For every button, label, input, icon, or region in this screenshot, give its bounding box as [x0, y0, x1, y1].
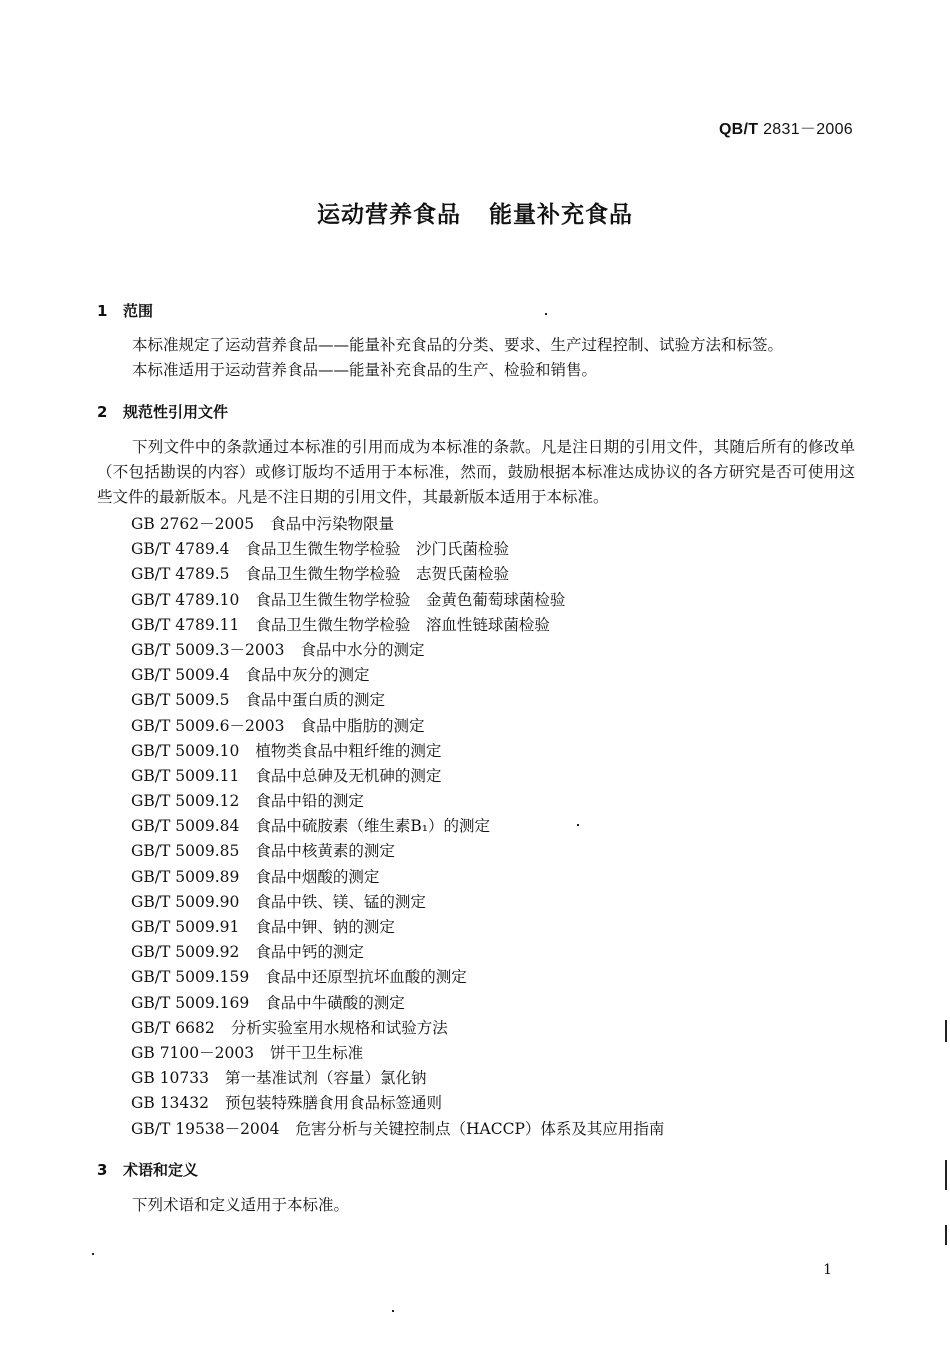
scan-edge-mark — [945, 1160, 947, 1190]
section-title: 范围 — [123, 302, 154, 320]
reference-code: GB/T 5009.6－2003 — [131, 716, 285, 735]
section-number: 2 — [97, 403, 108, 421]
reference-title: 食品中钾、钠的测定 — [255, 918, 395, 936]
reference-code: GB/T 5009.89 — [131, 867, 240, 886]
reference-item — [131, 562, 664, 587]
scan-edge-mark — [945, 1020, 947, 1042]
reference-item — [131, 512, 664, 537]
reference-item — [131, 890, 664, 915]
section-heading-references — [97, 401, 228, 422]
reference-code: GB 2762－2005 — [131, 515, 255, 533]
reference-title: 预包装特殊膳食用食品标签通则 — [225, 1094, 443, 1113]
reference-code: GB/T 5009.4 — [131, 666, 230, 685]
reference-code: GB/T 5009.84 — [131, 817, 240, 836]
reference-code: GB/T 5009.3－2003 — [131, 640, 285, 659]
reference-code: GB 13432 — [131, 1094, 210, 1113]
reference-code: GB/T 5009.12 — [131, 792, 240, 811]
reference-title: 食品卫生微生物学检验 沙门氏菌检验 — [245, 540, 510, 559]
standard-number — [719, 116, 853, 139]
reference-title: 食品中总砷及无机砷的测定 — [255, 766, 442, 785]
reference-item — [131, 789, 664, 814]
section-title: 术语和定义 — [123, 1161, 199, 1179]
reference-title: 食品中铅的测定 — [255, 792, 364, 811]
standard-code: 2831－2006 — [763, 121, 853, 138]
reference-code: GB 7100－2003 — [131, 1043, 255, 1062]
scan-speck — [392, 1310, 394, 1312]
document-title — [0, 196, 950, 229]
reference-code: GB/T 4789.11 — [131, 615, 240, 634]
reference-title: 食品中钙的测定 — [255, 943, 364, 962]
reference-code: GB/T 4789.4 — [131, 540, 230, 559]
terms-intro-paragraph: 下列术语和定义适用于本标准。 — [132, 1196, 350, 1214]
reference-item — [131, 537, 664, 562]
reference-title: 分析实验室用水规格和试验方法 — [230, 1018, 448, 1037]
reference-item — [131, 1041, 664, 1066]
reference-title: 危害分析与关键控制点（HACCP）体系及其应用指南 — [295, 1119, 665, 1138]
reference-item — [131, 663, 664, 688]
reference-title: 饼干卫生标准 — [270, 1043, 364, 1062]
scope-paragraph-1: 本标准规定了运动营养食品——能量补充食品的分类、要求、生产过程控制、试验方法和标签。 — [132, 336, 784, 354]
reference-title: 食品中污染物限量 — [270, 515, 395, 533]
reference-code: GB/T 5009.91 — [131, 918, 240, 936]
reference-title: 食品中还原型抗坏血酸的测定 — [265, 968, 467, 987]
page-number: 1 — [823, 1262, 832, 1278]
scope-paragraph-2: 本标准适用于运动营养食品——能量补充食品的生产、检验和销售。 — [132, 361, 598, 379]
reference-list — [131, 512, 664, 1142]
section-number: 1 — [97, 302, 108, 320]
reference-title: 食品中灰分的测定 — [245, 666, 370, 685]
scan-speck — [545, 313, 547, 315]
reference-code: GB/T 6682 — [131, 1018, 215, 1037]
reference-code: GB/T 5009.5 — [131, 691, 230, 710]
title-part-1: 运动营养食品 — [317, 202, 461, 228]
reference-title: 食品中铁、镁、锰的测定 — [255, 892, 426, 911]
reference-item — [131, 739, 664, 764]
reference-code: GB/T 5009.92 — [131, 943, 240, 962]
reference-title: 食品中脂肪的测定 — [300, 716, 425, 735]
reference-title: 食品中水分的测定 — [300, 640, 425, 659]
reference-code: GB/T 5009.169 — [131, 993, 250, 1012]
reference-code: GB/T 5009.90 — [131, 892, 240, 911]
title-part-2: 能量补充食品 — [489, 202, 633, 228]
reference-item — [131, 965, 664, 990]
reference-code: GB/T 5009.10 — [131, 741, 240, 760]
reference-title: 食品中硫胺素（维生素B₁）的测定 — [255, 817, 490, 836]
scan-speck — [577, 824, 579, 826]
section-heading-scope — [97, 300, 153, 321]
reference-item — [131, 764, 664, 789]
reference-item — [131, 1016, 664, 1041]
reference-code: GB/T 19538－2004 — [131, 1119, 280, 1138]
reference-item — [131, 688, 664, 713]
reference-code: GB/T 5009.159 — [131, 968, 250, 987]
reference-item — [131, 613, 664, 638]
reference-title: 食品中蛋白质的测定 — [245, 691, 386, 710]
reference-item — [131, 1066, 664, 1091]
section-title: 规范性引用文件 — [123, 403, 229, 421]
scan-speck — [92, 1253, 94, 1255]
reference-title: 植物类食品中粗纤维的测定 — [255, 741, 442, 760]
reference-item — [131, 638, 664, 663]
section-heading-terms — [97, 1159, 198, 1180]
reference-title: 食品中牛磺酸的测定 — [265, 993, 405, 1012]
reference-item — [131, 865, 664, 890]
reference-code: GB/T 4789.10 — [131, 590, 240, 609]
reference-title: 食品中烟酸的测定 — [255, 867, 380, 886]
reference-item — [131, 1091, 664, 1116]
reference-code: GB 10733 — [131, 1069, 210, 1088]
reference-item — [131, 839, 664, 864]
reference-item — [131, 915, 664, 940]
standard-prefix: QB/T — [718, 121, 759, 138]
reference-title: 食品卫生微生物学检验 金黄色葡萄球菌检验 — [255, 590, 566, 609]
reference-item — [131, 991, 664, 1016]
reference-code: GB/T 4789.5 — [131, 565, 230, 584]
section-number: 3 — [97, 1161, 108, 1179]
scan-edge-mark — [945, 1225, 947, 1245]
reference-item — [131, 588, 664, 613]
reference-title: 第一基准试剂（容量）氯化钠 — [225, 1069, 427, 1088]
reference-title: 食品卫生微生物学检验 溶血性链球菌检验 — [255, 615, 550, 634]
reference-code: GB/T 5009.85 — [131, 842, 240, 861]
reference-code: GB/T 5009.11 — [131, 766, 240, 785]
reference-title: 食品中核黄素的测定 — [255, 842, 395, 861]
reference-title: 食品卫生微生物学检验 志贺氏菌检验 — [245, 565, 510, 584]
references-intro-paragraph: 下列文件中的条款通过本标准的引用而成为本标准的条款。凡是注日期的引用文件，其随后所有的修改单（不包括勘误的内容）或修订版均不适用于本标准，然而，鼓励根据本标准达成协议的各方研究是否可使用这些文件的最新版本。凡是不注日期的引用文件，其最新版本适用于本标准。 — [97, 438, 855, 506]
reference-item — [131, 1117, 664, 1142]
reference-item — [131, 814, 664, 839]
reference-item — [131, 940, 664, 965]
reference-item — [131, 714, 664, 739]
